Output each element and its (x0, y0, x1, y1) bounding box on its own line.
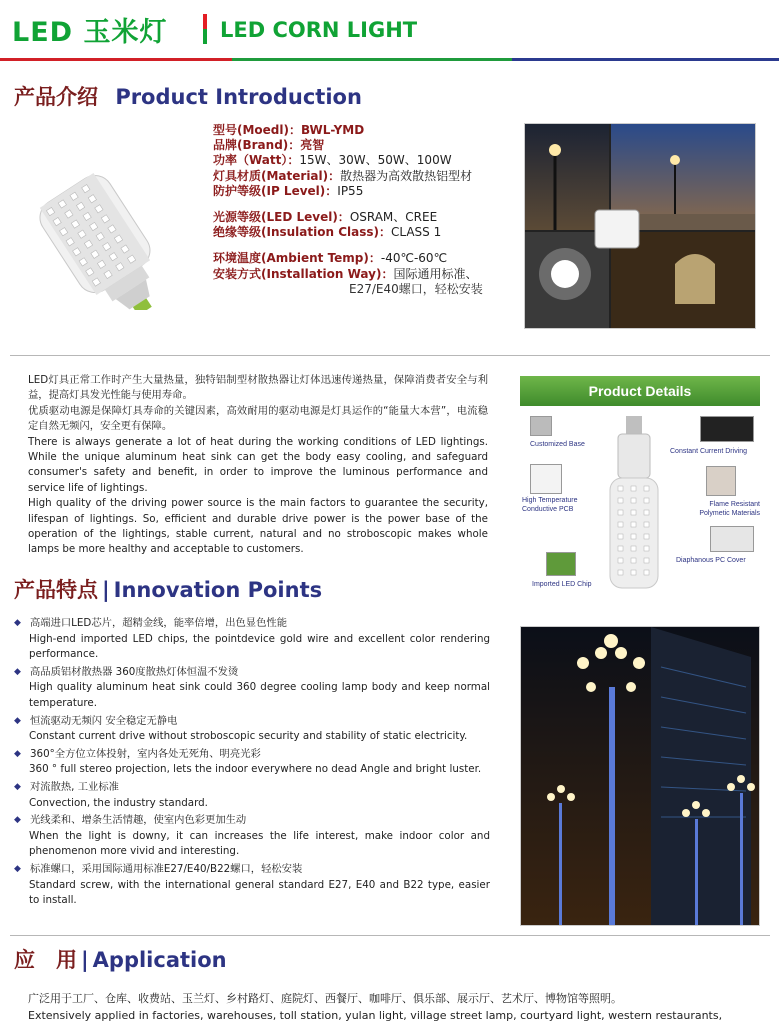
spec-row-install: 安装方式(Installation Way)：国际通用标准、 (213, 266, 478, 281)
diamond-bullet-icon: ◆ (14, 815, 21, 826)
desc-cn-2: 优质驱动电源是保障灯具寿命的关键因素，高效耐用的驱动电源是灯具运作的“能量大本营”，电流稳定自然无频闪，安全更有保障。 (28, 404, 488, 433)
innovation-item: ◆ 光线柔和、增条生活情趣，使室内色彩更加生动 When the light is downy, it can increases the life interest, make indoor color and phenomenon more vivid and interesting. (14, 814, 490, 858)
innovation-item: ◆ 高品质铝材散热器 360度散热灯体恒温不发烫 High quality aluminum heat sink could 360 degree cooling lamp body and keep normal temperature. (14, 665, 490, 709)
desc-cn-1: LED灯具正常工作时产生大量热量，独特铝制型材散热器让灯体迅速传递热量，保障消费者安全与利益，提高灯具发光性能与使用寿命。 (28, 374, 488, 402)
diamond-bullet-icon: ◆ (14, 781, 21, 792)
thumb-chip (546, 552, 576, 576)
innovation-section-title: 产品特点 | Innovation Points (14, 578, 323, 602)
diamond-bullet-icon: ◆ (14, 715, 21, 726)
innovation-list (14, 616, 490, 911)
product-description (28, 373, 488, 558)
application-section-title: 应 用 | Application (14, 948, 227, 972)
desc-en-2: High quality of the driving power source is the main factors to guarantee the security, lifespan of lightings. So, efficient and durable drive power is the power base of the operation of the lightings, stable current, natural and no stroboscopic makes whole lamps be more healthy and acceptable to customers. (28, 497, 488, 556)
diamond-bullet-icon: ◆ (14, 863, 21, 874)
innovation-item: ◆ 对流散热, 工业标准 Convection, the industry standard. (14, 780, 208, 809)
application-text-en: Extensively applied in factories, warehouses, toll station, yulan light, village street lamp, courtyard light, western restaurants, (28, 1009, 723, 1022)
callout-pcb: High Temperature Conductive PCB (522, 497, 578, 513)
application-title-cn: 应 用 (14, 948, 77, 972)
product-details-panel (520, 376, 760, 598)
thumb-flame (706, 466, 736, 496)
spec-list (213, 123, 483, 297)
application-title-en: Application (92, 948, 227, 972)
diamond-bullet-icon: ◆ (14, 666, 21, 677)
product-details-title: Product Details (520, 376, 760, 406)
section-divider-2 (10, 935, 770, 936)
night-city-lamp-photo (520, 626, 760, 926)
innovation-item: ◆ 高端进口LED芯片，超精金线，能率倍增，出色显色性能 High-end imported LED chips, the pointdevice gold wire and excellent color rendering performance. (14, 617, 490, 661)
spec-row-model: 型号(Moedl)：BWL-YMD (213, 123, 365, 137)
callout-flame: Flame Resistant Polymetic Materials (699, 501, 760, 517)
thumb-base (530, 416, 552, 436)
header-rule-green (232, 58, 512, 61)
thumb-driver (700, 416, 754, 442)
innovation-item: ◆ 标准螺口，采用国际通用标准E27/E40/B22螺口，轻松安装 Standard screw, with the international general standard E27, E40 and B22 type, easier to install. (14, 862, 490, 907)
innovation-item: ◆ 360°全方位立体投射，室内各处无死角、明亮光彩 360 ° full stereo projection, lets the indoor everywhere no dead Angle and bright luster. (14, 747, 482, 776)
callout-base: Customized Base (530, 441, 585, 448)
callout-driver: Constant Current Driving (670, 448, 748, 455)
callout-cover: Diaphanous PC Cover (676, 557, 746, 564)
street-lamp-photos (525, 124, 755, 328)
night-city-lamp-image (521, 627, 760, 926)
spec-row-ip: 防护等级(IP Level)：IP55 (213, 183, 364, 198)
corn-bulb-image (14, 140, 200, 310)
header-rule-blue (512, 58, 779, 61)
header-cn-title: LED 玉米灯 (12, 17, 168, 48)
innovation-title-cn: 产品特点 (14, 578, 98, 602)
header-rule-red (0, 58, 232, 61)
intro-section-title (14, 81, 362, 111)
application-text-cn: 广泛用于工厂、仓库、收费站、玉兰灯、乡村路灯、庭院灯、西餐厅、咖啡厅、俱乐部、展示厅、艺术厅、博物馆等照明。 (28, 992, 622, 1005)
spec-row-led-level: 光源等级(LED Level)：OSRAM、CREE (213, 210, 438, 225)
thumb-cover (710, 526, 754, 552)
header-en-title: LED CORN LIGHT (220, 18, 418, 42)
intro-title-cn: 产品介绍 (14, 85, 98, 109)
desc-en-1: There is always generate a lot of heat during the working conditions of LED lightings. While the unique aluminum heat sink can get the body easy cooling, and safeguard consumer's safety and benefit, in order to improve the luminous performance and service life of lightings. (28, 435, 488, 494)
intro-title-en: Product Introduction (115, 85, 362, 109)
spec-row-temp: 环境温度(Ambient Temp)：-40℃-60℃ (213, 251, 448, 266)
spec-row-watt: 功率（Watt）：15W、30W、50W、100W (213, 153, 452, 168)
section-divider-1 (10, 355, 770, 356)
header-separator (203, 14, 207, 44)
spec-row-material: 灯具材质(Material)：散热器为高效散热铝型材 (213, 168, 473, 183)
street-lamp-photo-collage (524, 123, 756, 329)
page-header (0, 0, 779, 64)
spec-row-insulation: 绝缘等级(Insulation Class)：CLASS 1 (213, 225, 442, 240)
innovation-title-en: Innovation Points (113, 578, 323, 602)
thumb-pcb (530, 464, 562, 494)
callout-chip: Imported LED Chip (532, 581, 592, 588)
spec-row-install-cont: E27/E40螺口，轻松安装 (349, 281, 483, 296)
diamond-bullet-icon: ◆ (14, 618, 21, 628)
diamond-bullet-icon: ◆ (14, 748, 21, 759)
innovation-item: ◆ 恒流驱动无频闪 安全稳定无静电 Constant current drive without stroboscopic security and stability of static electricity. (14, 714, 468, 743)
product-details-bulb (602, 416, 666, 596)
spec-row-brand: 品牌(Brand)：亮智 (213, 138, 325, 153)
